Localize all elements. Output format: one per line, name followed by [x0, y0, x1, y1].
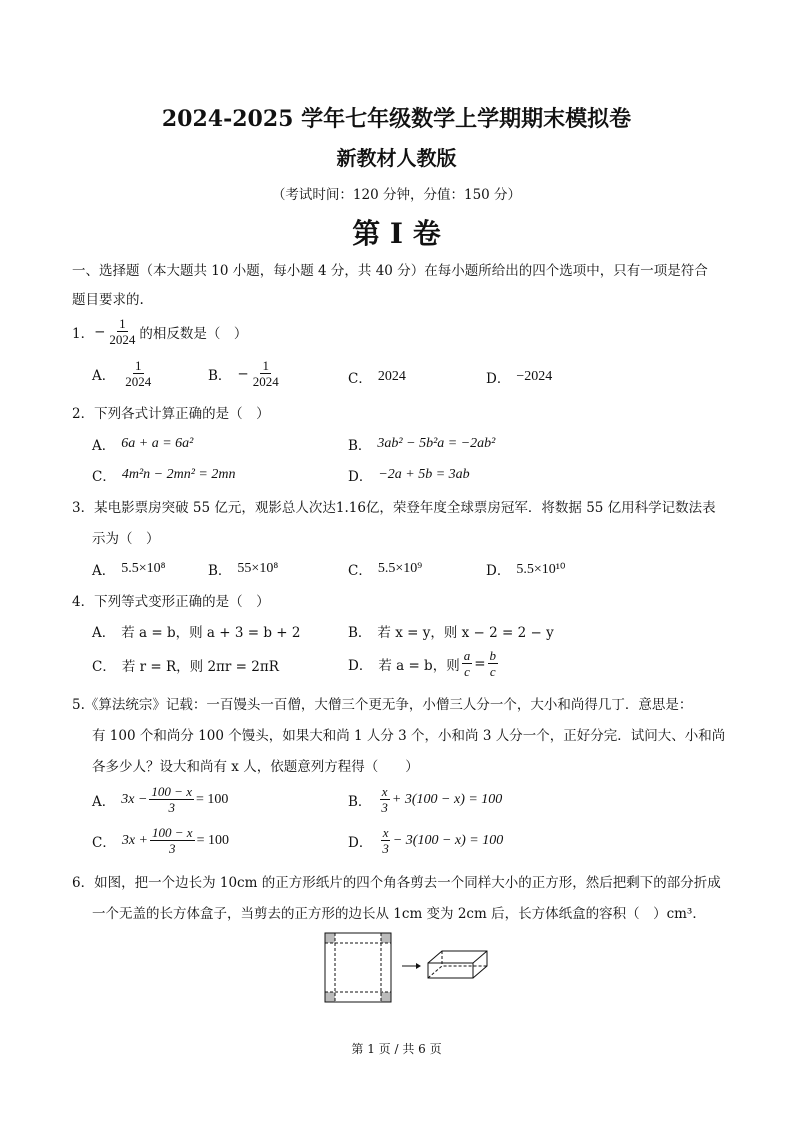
question-6-line2: 一个无盖的长方体盒子，当剪去的正方形的边长从 1cm 变为 2cm 后，长方体纸盒的容积（ ）cm³．: [92, 906, 706, 922]
option-label: A．: [92, 625, 116, 641]
option-label: A．: [92, 367, 116, 384]
option-label: D．: [348, 657, 373, 674]
option-text: 若 a = b，则 a + 3 = b + 2: [121, 625, 301, 641]
option-text: −2a + 5b = 3ab: [378, 467, 470, 482]
option-text: 3x −: [121, 791, 148, 807]
section-instructions-line1: 一、选择题（本大题共 10 小题，每小题 4 分，共 40 分）在每小题所给出的四个选项中，只有一项是符合: [72, 263, 708, 279]
option-text: −2024: [516, 369, 553, 384]
option-d: [486, 367, 552, 387]
option-b: [208, 559, 278, 579]
option-text: = 100: [195, 791, 229, 807]
fraction: [150, 825, 195, 856]
option-text: 2024: [377, 369, 406, 384]
option-a: [92, 784, 228, 815]
arrow-icon: [402, 963, 421, 969]
option-text: 5.5×10⁸: [121, 561, 166, 576]
option-c: [348, 559, 422, 579]
question-3-line1: 3．某电影票房突破 55 亿元，观影总人次达1.16亿，荣登年度全球票房冠军．将数据 55 亿用科学记数法表: [72, 500, 716, 516]
section-instructions-line2: 题目要求的.: [72, 292, 144, 308]
denominator: 3: [169, 841, 176, 856]
fraction: [251, 358, 281, 389]
numerator: x: [382, 825, 389, 840]
fraction: [123, 358, 153, 389]
option-text: 若 a = b，则: [378, 657, 460, 674]
option-label: D．: [348, 469, 373, 485]
option-a: [92, 621, 300, 641]
exam-subtitle: 新教材人教版: [336, 146, 457, 170]
option-label: B．: [348, 625, 372, 641]
option-text: + 3(100 − x) = 100: [391, 791, 503, 807]
question-4: 4．下列等式变形正确的是（ ）: [72, 594, 270, 610]
option-label: C．: [92, 834, 116, 851]
option-b: [348, 621, 554, 641]
exam-title: 2024-2025 学年七年级数学上学期期末模拟卷: [161, 106, 632, 132]
option-label: D．: [348, 834, 373, 851]
option-label: B．: [348, 438, 372, 454]
option-text: − 3(100 − x) = 100: [392, 832, 504, 848]
open-box-diagram: [428, 951, 487, 978]
denominator: 3: [381, 800, 388, 815]
denominator: c: [489, 664, 496, 679]
option-label: B．: [208, 367, 232, 384]
numerator: 100 − x: [151, 784, 192, 799]
fraction: [380, 825, 391, 856]
option-label: C．: [92, 469, 116, 485]
option-a: [92, 434, 193, 454]
question-5-line2: 有 100 个和尚分 100 个馒头，如果大和尚 1 人分 3 个，小和尚 3 人分一个，正好分完．试问大、小和尚: [92, 728, 726, 744]
option-b: [348, 434, 495, 454]
option-d: [348, 465, 470, 485]
question-5-line1: 5.《算法统宗》记载：一百馒头一百僧，大僧三个更无争，小僧三人分一个，大小和尚得几丁．意思是：: [72, 697, 693, 713]
option-d: [486, 559, 566, 579]
option-c: [92, 465, 235, 485]
option-a: [92, 559, 166, 579]
option-d: [348, 648, 500, 679]
exam-info: （考试时间：120 分钟，分值：150 分）: [271, 187, 522, 203]
square-paper-diagram: [325, 933, 391, 1002]
option-c: [92, 825, 229, 856]
option-text: 3x +: [121, 832, 149, 848]
numerator: 1: [135, 358, 142, 373]
option-label: D．: [486, 563, 511, 579]
denominator: c: [464, 664, 470, 679]
option-text: = 100: [196, 832, 229, 848]
numerator: 1: [119, 316, 126, 331]
option-text: 55×10⁸: [237, 561, 279, 576]
question-1: [72, 316, 247, 347]
option-text: 5.5×10⁹: [377, 561, 423, 576]
fraction: [107, 316, 137, 347]
fraction: [488, 648, 499, 679]
option-b: [208, 358, 283, 389]
numerator: 1: [262, 358, 269, 373]
question-5-line3: 各多少人？设大和尚有 x 人，依题意列方程得（ ）: [92, 759, 419, 775]
option-text: 若 x = y，则 x − 2 = 2 − y: [377, 625, 554, 641]
option-b: [348, 784, 502, 815]
volume-heading: 第 I 卷: [352, 217, 441, 250]
option-label: B．: [208, 563, 232, 579]
option-label: A．: [92, 438, 116, 454]
question-number: 1．: [72, 325, 95, 342]
option-label: C．: [92, 659, 116, 675]
box-folding-figure: [320, 930, 500, 1005]
option-label: B．: [348, 793, 372, 810]
numerator: x: [381, 784, 388, 799]
option-c: [348, 367, 406, 387]
option-text: 3ab² − 5b²a = −2ab²: [377, 436, 496, 451]
question-stem: 的相反数是（ ）: [139, 325, 248, 342]
option-label: C．: [348, 563, 372, 579]
equals-sign: =: [474, 655, 486, 672]
denominator: 2024: [109, 332, 136, 347]
fraction: [379, 784, 390, 815]
option-label: A．: [92, 563, 116, 579]
numerator: a: [463, 648, 471, 663]
option-text: 4m²n − 2mn² = 2mn: [121, 467, 236, 482]
denominator: 2024: [125, 374, 152, 389]
question-6-line1: 6．如图，把一个边长为 10cm 的正方形纸片的四个角各剪去一个同样大小的正方形，然后把剩下的部分折成: [72, 875, 721, 891]
question-2: 2．下列各式计算正确的是（ ）: [72, 406, 270, 422]
page-footer: 第 1 页 / 共 6 页: [351, 1042, 442, 1056]
denominator: 3: [382, 841, 389, 856]
minus-sign: −: [94, 323, 106, 340]
numerator: 100 − x: [152, 825, 193, 840]
numerator: b: [489, 648, 497, 663]
denominator: 3: [168, 800, 175, 815]
option-c: [92, 655, 279, 675]
option-a: [92, 358, 155, 389]
question-3-line2: 示为（ ）: [92, 531, 160, 547]
option-label: C．: [348, 371, 372, 387]
option-text: 5.5×10¹⁰: [516, 561, 566, 577]
option-text: 若 r = R，则 2πr = 2πR: [121, 659, 279, 675]
denominator: 2024: [252, 374, 279, 389]
option-d: [348, 825, 503, 856]
option-text: 6a + a = 6a²: [121, 436, 194, 451]
option-label: D．: [486, 371, 511, 387]
fraction: [149, 784, 194, 815]
fraction: [462, 648, 473, 679]
option-label: A．: [92, 793, 116, 810]
minus-sign: −: [237, 365, 249, 382]
